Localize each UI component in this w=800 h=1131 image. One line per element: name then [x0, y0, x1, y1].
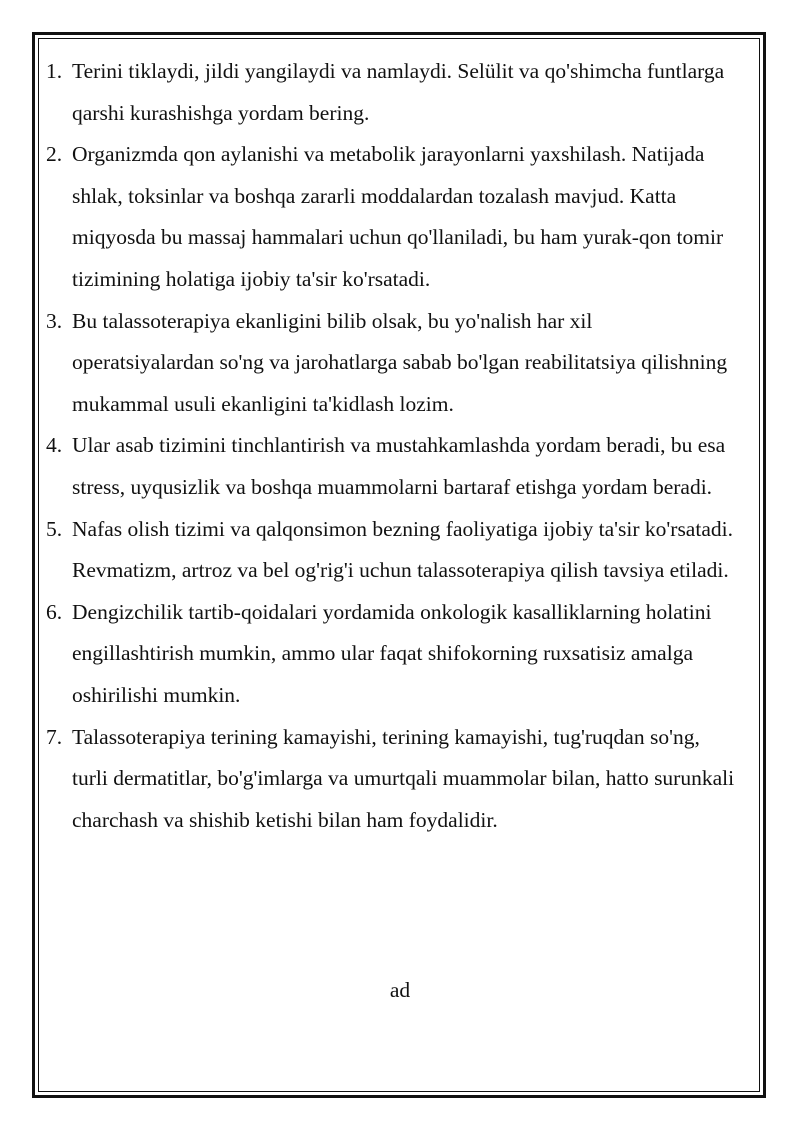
list-item-text: Ular asab tizimini tinchlantirish va mustahkamlashda yordam beradi, bu esa stress, uyqusizlik va boshqa muammolarni bartaraf etishga yordam beradi. — [72, 433, 726, 499]
list-item-text: Organizmda qon aylanishi va metabolik jarayonlarni yaxshilash. Natijada shlak, toksinlar va boshqa zararli moddalardan tozalash mavjud. Katta miqyosda bu massaj hammalari uchun qo'llaniladi, bu ham yurak-qon tomir tizimining holatiga ijobiy ta'sir ko'rsatadi. — [72, 142, 724, 291]
document-content — [46, 51, 736, 841]
list-item — [46, 717, 736, 842]
list-item-number: 5. — [46, 516, 63, 541]
list-item-number: 6. — [46, 599, 63, 624]
list-item-text: Nafas olish tizimi va qalqonsimon bezning faoliyatiga ijobiy ta'sir ko'rsatadi. Revmatizm, artroz va bel og'rig'i uchun talassoterapiya qilish tavsiya etiladi. — [72, 516, 733, 583]
list-item — [46, 134, 736, 300]
list-item — [46, 509, 736, 592]
footer-text: ad — [389, 978, 411, 1002]
list-item-text: Dengizchilik tartib-qoidalari yordamida onkologik kasalliklarning holatini engillashtirish mumkin, ammo ular faqat shifokorning ruxsatisiz amalga oshirilishi mumkin. — [72, 599, 712, 707]
list-item-number: 4. — [46, 433, 63, 458]
list-item-number: 2. — [46, 142, 63, 167]
list-item-number: 3. — [46, 308, 63, 333]
list-item — [46, 301, 736, 426]
list-item-text: Talassoterapiya terining kamayishi, terining kamayishi, tug'ruqdan so'ng, turli dermatitlar, bo'g'imlarga va umurtqali muammolar bilan, hatto surunkali charchash va shishib ketishi bilan ham foydalidir. — [72, 724, 735, 832]
list-item-number: 7. — [46, 724, 63, 749]
list-item — [46, 592, 736, 717]
list-item-number: 1. — [46, 59, 63, 83]
list-item — [46, 51, 736, 134]
list-item-text: Terini tiklaydi, jildi yangilaydi va namlaydi. Selülit va qo'shimcha funtlarga qarshi kurashishga yordam bering. — [72, 59, 725, 125]
list-item — [46, 425, 736, 508]
numbered-list — [46, 51, 736, 841]
list-item-text: Bu talassoterapiya ekanligini bilib olsak, bu yo'nalish har xil operatsiyalardan so'ng va jarohatlarga sabab bo'lgan reabilitatsiya qilishning mukammal usuli ekanligini ta'kidlash lozim. — [72, 308, 728, 416]
